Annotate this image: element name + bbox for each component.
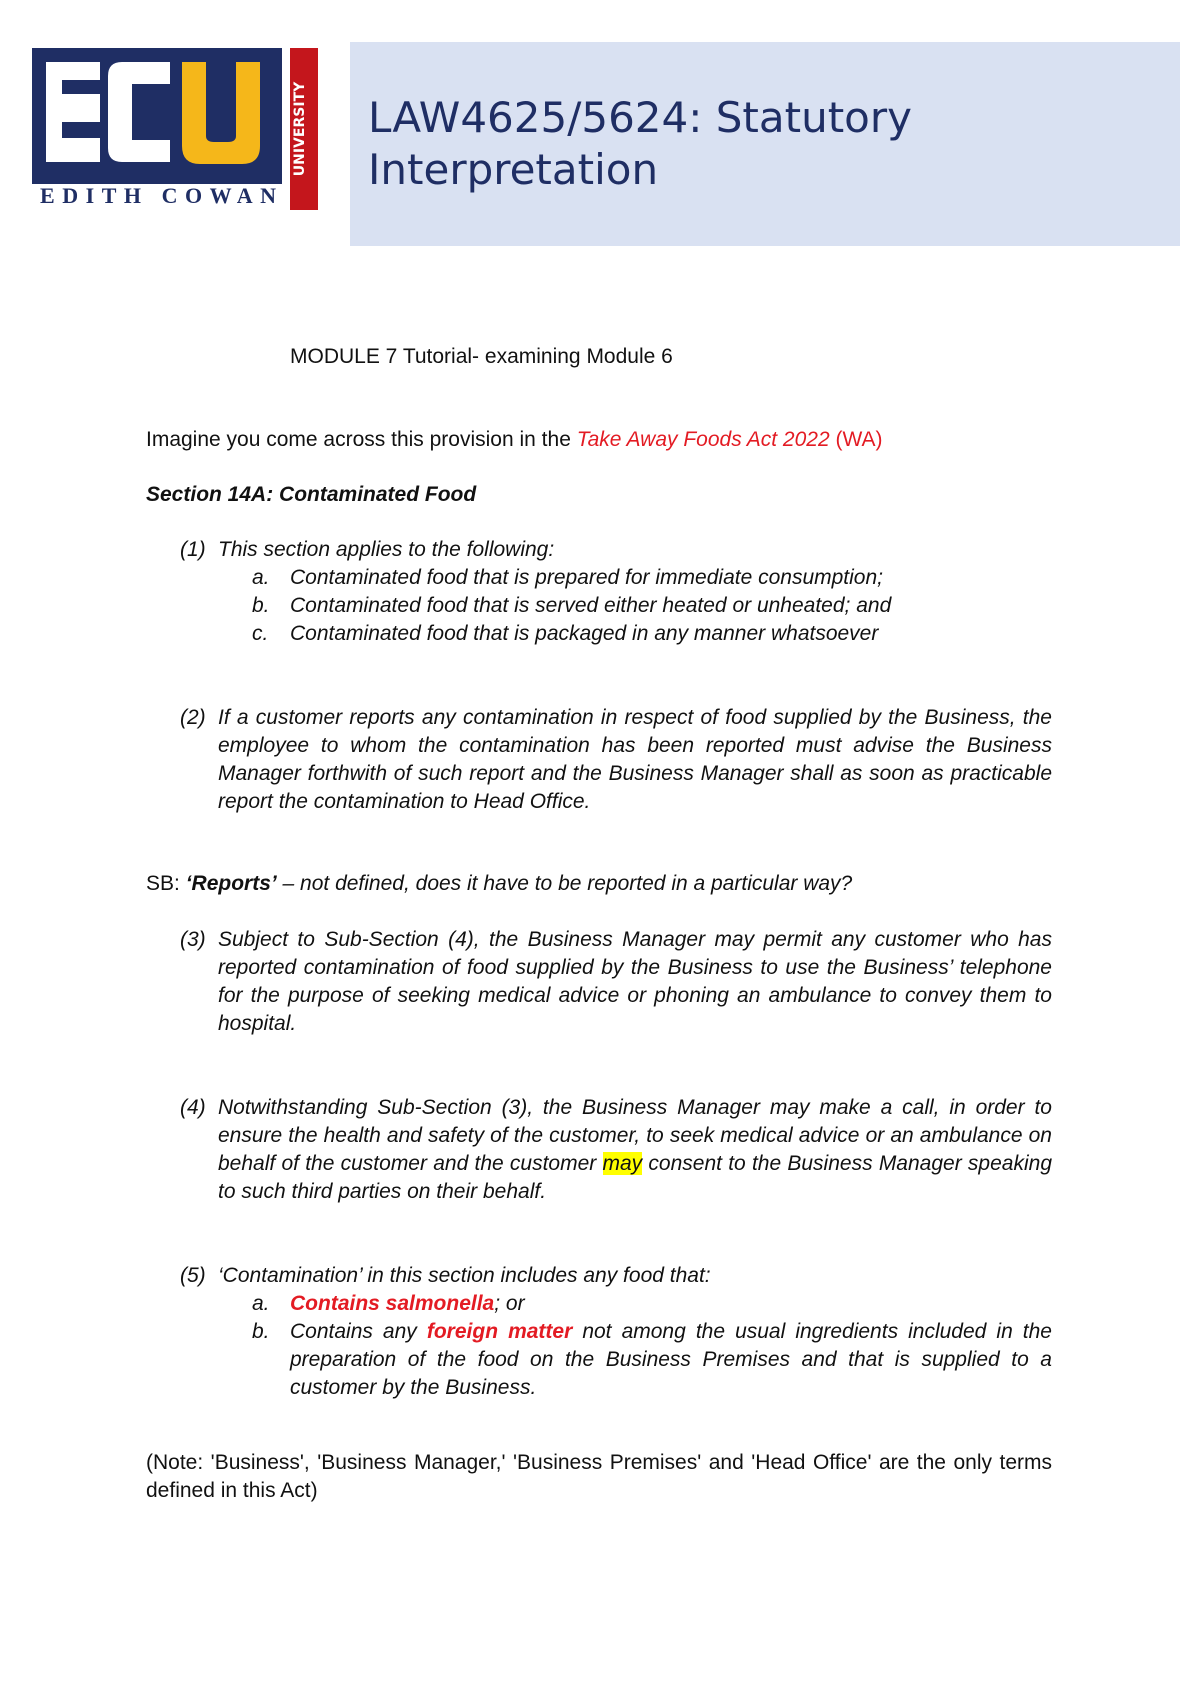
sb-rest: – not defined, does it have to be reported in a particular way? [276,872,853,895]
subsection-3-text: Subject to Sub-Section (4), the Business Manager may permit any customer who has reported contamination of food supplied by the Business to use the Business’ telephone for the purpose of seeking medical advice or phoning an ambulance to convey them to hospital. [218,928,1052,1035]
sb-note [146,870,852,898]
intro-line [146,426,883,454]
defined-terms-note: (Note: 'Business', 'Business Manager,' 'Business Premises' and 'Head Office' are the only terms defined in this Act) [146,1451,1052,1502]
subsection-1-text: This section applies to the following: [218,538,555,561]
subsection-5-text: ‘Contamination’ in this section includes any food that: [218,1264,711,1287]
list-mark-1c: c. [252,622,269,645]
act-jurisdiction: (WA) [829,428,883,451]
list-item-5b-after: not among the usual ingredients included in the preparation of the food on the Business Premises and that is supplied to a customer by the Business. [290,1320,1052,1399]
subsection-1-number: (1) [180,538,206,561]
logo-subtitle: EDITH COWAN [40,183,276,208]
list-mark-1b: b. [252,594,270,617]
list-item-1c: Contaminated food that is packaged in any manner whatsoever [290,622,879,645]
module-heading: MODULE 7 Tutorial- examining Module 6 [290,345,673,368]
list-mark-1a: a. [252,566,270,589]
list-item-5b-before: Contains any [290,1320,427,1343]
list-item-1a: Contaminated food that is prepared for immediate consumption; [290,566,883,589]
subsection-4-before: Notwithstanding Sub-Section (3), the Business Manager may make a call, in order to ensure the health and safety of the customer, to seek medical advice or an ambulance on behalf of the customer and the customer [218,1096,1052,1175]
subsection-4-text [218,1094,1052,1206]
highlighted-may: may [602,1152,643,1175]
subsection-4-after: consent to the Business Manager speaking to such third parties on their behalf. [218,1152,1052,1203]
list-item-5a-rest: ; or [494,1292,525,1315]
subsection-2-text: If a customer reports any contamination in respect of food supplied by the Business, the employee to whom the contamination has been reported must advise the Business Manager forthwith of such report and the Business Manager shall as soon as practicable report the contamination to Head Office. [218,706,1052,813]
list-mark-5b: b. [252,1320,270,1343]
sb-prefix: SB: [146,872,186,895]
title-banner [350,42,1180,246]
list-item-5a [290,1290,1052,1318]
section-heading: Section 14A: Contaminated Food [146,483,477,506]
list-item-5b [290,1318,1052,1402]
subsection-5-number: (5) [180,1264,206,1287]
ecu-logo [32,48,318,210]
logo-side-text: UNIVERSITY [292,81,308,177]
intro-prefix: Imagine you come across this provision in the [146,428,577,451]
salmonella-emphasis: Contains salmonella [290,1292,495,1315]
list-item-1b: Contaminated food that is served either heated or unheated; and [290,594,892,617]
subsection-4-number: (4) [180,1096,206,1119]
course-title: LAW4625/5624: Statutory Interpretation [368,93,912,194]
list-mark-5a: a. [252,1292,270,1315]
foreign-matter-emphasis: foreign matter [426,1320,573,1343]
act-name: Take Away Foods Act 2022 [576,428,830,451]
subsection-3-number: (3) [180,928,206,951]
subsection-2-number: (2) [180,706,206,729]
sb-term: ‘Reports’ [185,872,277,895]
